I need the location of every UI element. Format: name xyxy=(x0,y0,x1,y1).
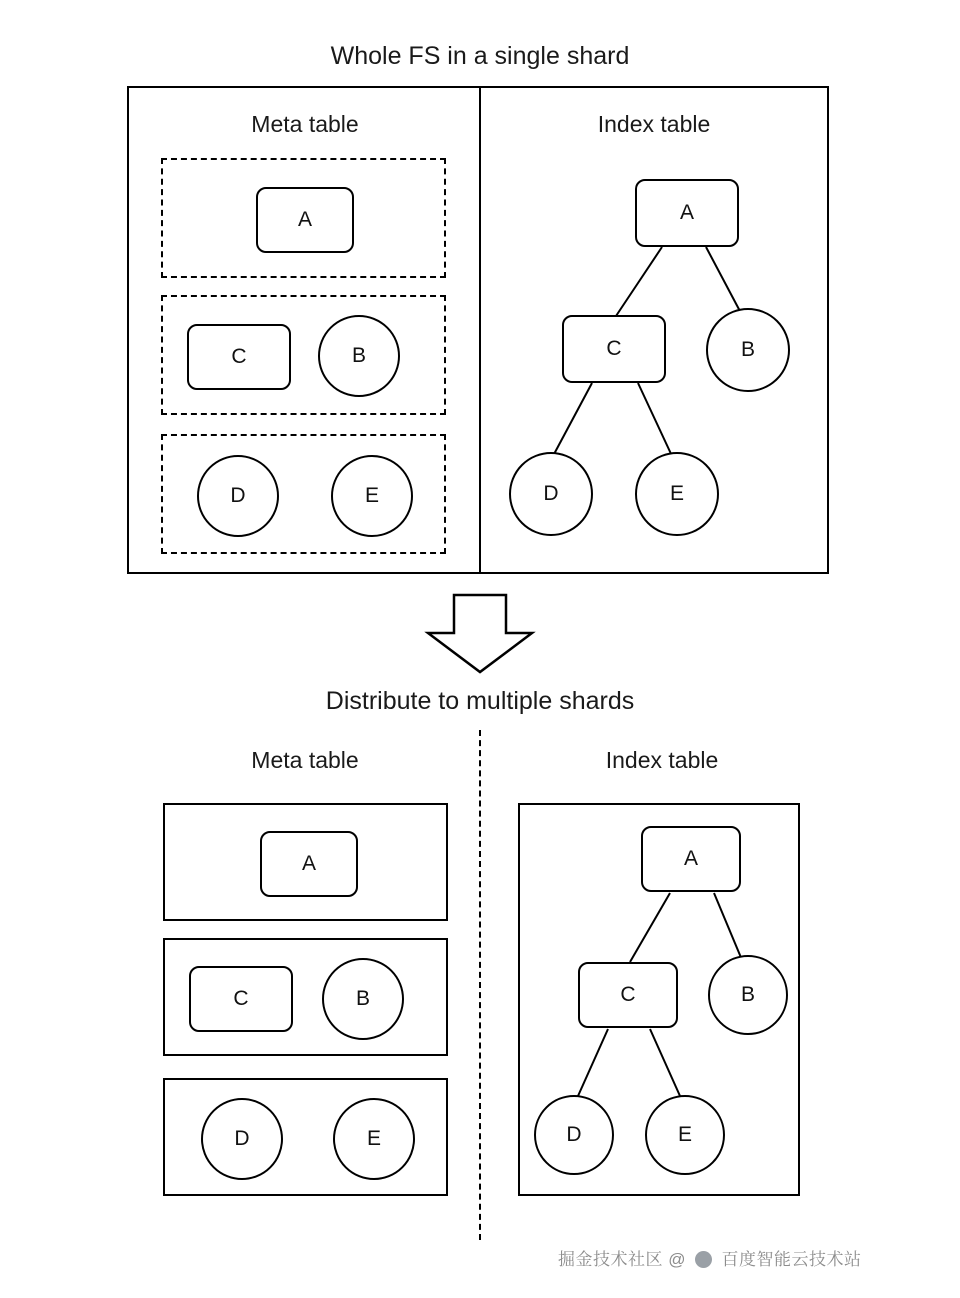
top-index-table-label: Index table xyxy=(597,111,711,137)
top-meta-node-e: E xyxy=(331,455,413,537)
top-index-node-d: D xyxy=(509,452,593,536)
down-arrow-icon xyxy=(424,593,536,675)
bottom-index-node-c: C xyxy=(578,962,678,1028)
top-meta-table-label: Meta table xyxy=(251,111,359,137)
bottom-meta-shard-1 xyxy=(163,803,448,921)
top-meta-node-a: A xyxy=(256,187,354,253)
top-title: Whole FS in a single shard xyxy=(330,42,630,70)
bottom-meta-node-c: C xyxy=(189,966,293,1032)
top-meta-node-b: B xyxy=(318,315,400,397)
top-meta-node-c: C xyxy=(187,324,291,390)
top-index-node-b: B xyxy=(706,308,790,392)
bottom-index-node-d: D xyxy=(534,1095,614,1175)
bottom-meta-table-label: Meta table xyxy=(251,747,359,773)
top-index-node-c: C xyxy=(562,315,666,383)
bottom-meta-node-e: E xyxy=(333,1098,415,1180)
bottom-meta-shard-3 xyxy=(163,1078,448,1196)
watermark-logo-icon xyxy=(695,1251,712,1268)
top-meta-group-1 xyxy=(161,158,446,278)
bottom-meta-shard-2 xyxy=(163,938,448,1056)
watermark-left-text: 掘金技术社区 xyxy=(558,1250,663,1269)
watermark-right-text: 百度智能云技术站 xyxy=(721,1250,862,1269)
bottom-meta-node-d: D xyxy=(201,1098,283,1180)
bottom-meta-node-a: A xyxy=(260,831,358,897)
bottom-meta-node-b: B xyxy=(322,958,404,1040)
bottom-index-table-label: Index table xyxy=(605,747,719,773)
middle-title: Distribute to multiple shards xyxy=(325,687,635,715)
watermark-at-symbol: @ xyxy=(668,1250,686,1269)
top-index-node-a: A xyxy=(635,179,739,247)
bottom-index-node-b: B xyxy=(708,955,788,1035)
bottom-divider xyxy=(479,730,481,1240)
top-meta-group-2 xyxy=(161,295,446,415)
bottom-index-node-e: E xyxy=(645,1095,725,1175)
top-index-node-e: E xyxy=(635,452,719,536)
watermark xyxy=(558,1245,861,1270)
top-meta-node-d: D xyxy=(197,455,279,537)
top-divider xyxy=(479,86,481,574)
bottom-index-node-a: A xyxy=(641,826,741,892)
top-meta-group-3 xyxy=(161,434,446,554)
